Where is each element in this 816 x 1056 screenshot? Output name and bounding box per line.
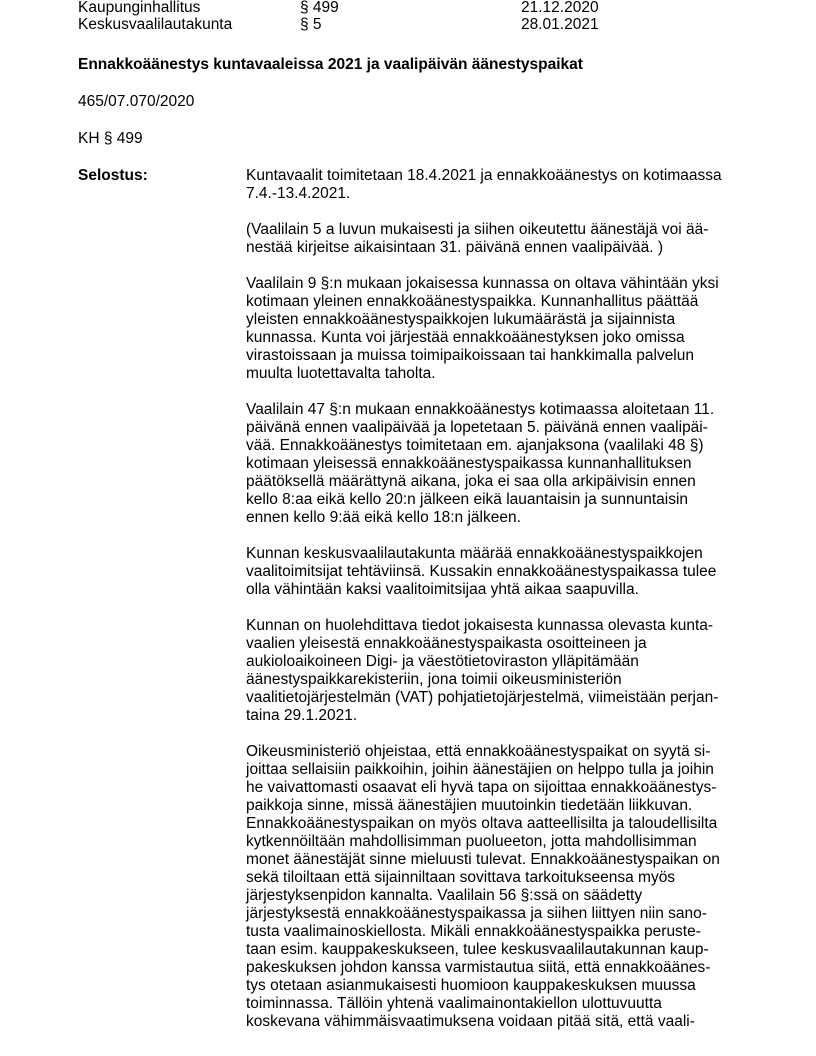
section-body xyxy=(246,167,746,1049)
paragraph-line: nestää kirjeitse aikaisintaan 31. päivänä ennen vaalipäivää. ) xyxy=(246,239,664,256)
body-paragraph xyxy=(246,401,746,527)
paragraph-line: Kunnan keskusvaalilautakunta määrää ennakkoäänestyspaikkojen xyxy=(246,545,703,562)
paragraph-line: tusta vaalimainoskiellosta. Mikäli ennakkoäänestyspaikka peruste- xyxy=(246,923,701,940)
record-number: 465/07.070/2020 xyxy=(78,93,195,110)
paragraph-line: kotimaan yleisessä ennakkoäänestyspaikassa kunnanhallituksen xyxy=(246,455,692,472)
paragraph-line: 7.4.-13.4.2021. xyxy=(246,185,351,202)
paragraph-line: pakeskuksen johdon kanssa varmistautua siitä, että ennakkoäänes- xyxy=(246,959,711,976)
paragraph-line: (Vaalilain 5 a luvun mukaisesti ja siihen oikeutettu äänestäjä voi ää- xyxy=(246,221,709,238)
body-paragraph xyxy=(246,545,746,599)
paragraph-line: Ennakkoäänestyspaikan on myös oltava aatteellisilta ja taloudellisilta xyxy=(246,815,718,832)
body-paragraph xyxy=(246,167,746,203)
paragraph-line: taina 29.1.2021. xyxy=(246,707,358,724)
paragraph-line: kotimaan yleinen ennakkoäänestyspaikka. Kunnanhallitus päättää xyxy=(246,293,699,310)
body-paragraph xyxy=(246,275,746,383)
paragraph-line: tys otetaan asianmukaisesti huomioon kauppakeskuksen muussa xyxy=(246,977,696,994)
paragraph-line: muulta luotettavalta taholta. xyxy=(246,365,436,382)
paragraph-line: Kuntavaalit toimitetaan 18.4.2021 ja ennakkoäänestys on kotimaassa xyxy=(246,167,722,184)
paragraph-line: aukioloaikoineen Digi- ja väestötietoviraston ylläpitämään xyxy=(246,653,639,670)
reference: KH § 499 xyxy=(78,130,143,147)
header-date: 21.12.2020 xyxy=(521,0,599,16)
paragraph-line: järjestyksestä ennakkoäänestyspaikassa ja siihen liittyen niin sano- xyxy=(246,905,707,922)
paragraph-line: Vaalilain 9 §:n mukaan jokaisessa kunnassa on oltava vähintään yksi xyxy=(246,275,719,292)
paragraph-line: vaalien yleisestä ennakkoäänestyspaikasta osoitteineen ja xyxy=(246,635,647,652)
body-paragraph xyxy=(246,743,746,1031)
paragraph-line: olla vähintään kaksi vaalitoimitsijaa yhtä aikaa saapuvilla. xyxy=(246,581,639,598)
paragraph-line: järjestyksenpidon kannalta. Vaalilain 56 §:ssä on säädetty xyxy=(246,887,643,904)
paragraph-line: virastoissaan ja muissa toimipaikoissaan tai hankkimalla palvelun xyxy=(246,347,694,364)
paragraph-line: Vaalilain 47 §:n mukaan ennakkoäänestys kotimaassa aloitetaan 11. xyxy=(246,401,715,418)
paragraph-line: kunnassa. Kunta voi järjestää ennakkoäänestyksen joko omissa xyxy=(246,329,685,346)
section-label: Selostus: xyxy=(78,167,148,184)
paragraph-line: vaalitietojärjestelmän (VAT) pohjatietojärjestelmä, viimeistään perjan- xyxy=(246,689,719,706)
paragraph-line: äänestyspaikkarekisteriin, jona toimii oikeusministeriön xyxy=(246,671,622,688)
paragraph-line: he vaivattomasti osaavat eli hyvä tapa on sijoittaa ennakkoäänestys- xyxy=(246,779,717,796)
paragraph-line: taan esim. kauppakeskukseen, tulee keskusvaalilautakunnan kaup- xyxy=(246,941,709,958)
body-paragraph xyxy=(246,221,746,257)
header-organ: Keskusvaalilautakunta xyxy=(78,16,233,33)
body-paragraph xyxy=(246,617,746,725)
paragraph-line: yleisten ennakkoäänestyspaikkojen lukumäärästä ja sijainnista xyxy=(246,311,676,328)
header-section: § 499 xyxy=(300,0,339,16)
header-section: § 5 xyxy=(300,16,322,33)
document-title: Ennakkoäänestys kuntavaaleissa 2021 ja vaalipäivän äänestyspaikat xyxy=(78,56,583,73)
header-date: 28.01.2021 xyxy=(521,16,599,33)
paragraph-line: Kunnan on huolehdittava tiedot jokaisesta kunnassa olevasta kunta- xyxy=(246,617,714,634)
paragraph-line: päätöksellä määrättynä aikana, joka ei saa olla arkipäivisin ennen xyxy=(246,473,696,490)
paragraph-line: kello 8:aa eikä kello 20:n jälkeen eikä lauantaisin ja sunnuntaisin xyxy=(246,491,689,508)
paragraph-line: kytkennöiltään mahdollisimman puolueeton, jotta mahdollisimman xyxy=(246,833,697,850)
paragraph-line: paikkoja sinne, missä äänestäjien muutoinkin tiedetään liikkuvan. xyxy=(246,797,693,814)
header-row xyxy=(78,17,599,33)
paragraph-line: vaalitoimitsijat tehtäviinsä. Kussakin ennakkoäänestyspaikassa tulee xyxy=(246,563,717,580)
paragraph-line: päivänä ennen vaalipäivää ja lopetetaan 5. päivänä ennen vaalipäi- xyxy=(246,419,708,436)
paragraph-line: monet äänestäjät sinne mieluusti tulevat. Ennakkoäänestyspaikan on xyxy=(246,851,720,868)
paragraph-line: ennen kello 9:ää eikä kello 18:n jälkeen. xyxy=(246,509,521,526)
header-row xyxy=(78,0,599,16)
paragraph-line: toiminnassa. Tällöin yhtenä vaalimainontakiellon ulottuvuutta xyxy=(246,995,662,1012)
paragraph-line: joittaa sellaisiin paikkoihin, joihin äänestäjien on helppo tulla ja joihin xyxy=(246,761,714,778)
paragraph-line: koskevana vähimmäisvaatimuksena voidaan pitää sitä, että vaali- xyxy=(246,1013,695,1030)
header-organ: Kaupunginhallitus xyxy=(78,0,201,16)
paragraph-line: sekä tiloiltaan että sijainniltaan sovittava tarkoitukseensa myös xyxy=(246,869,676,886)
paragraph-line: vää. Ennakkoäänestys toimitetaan em. ajanjaksona (vaalilaki 48 §) xyxy=(246,437,704,454)
paragraph-line: Oikeusministeriö ohjeistaa, että ennakkoäänestyspaikat on syytä si- xyxy=(246,743,711,760)
